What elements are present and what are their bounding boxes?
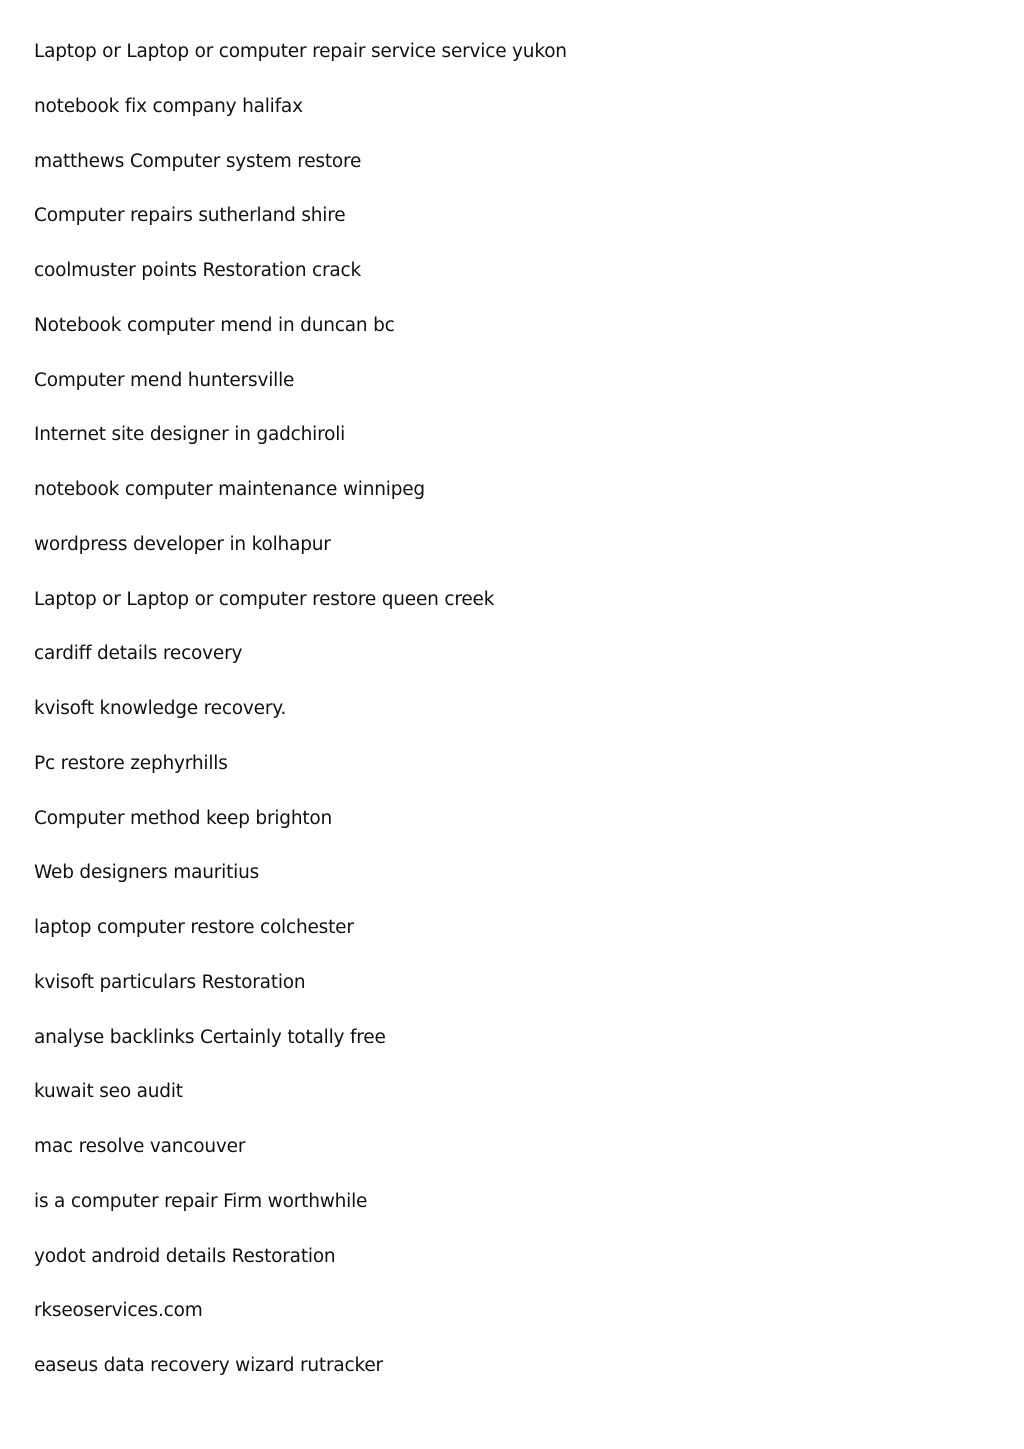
text-line-label: wordpress developer in kolhapur [34, 533, 331, 555]
text-line-label: laptop computer restore colchester [34, 917, 354, 938]
text-line-label: matthews Computer system restore [34, 150, 362, 172]
text-line-label: notebook fix company halifax [34, 95, 303, 117]
text-line [34, 914, 567, 969]
text-line-label: is a computer repair Firm worthwhile [34, 1190, 368, 1212]
text-line-label: kvisoft knowledge recovery. [34, 698, 287, 719]
text-line-label: cardiff details recovery [34, 643, 243, 665]
text-line [34, 421, 567, 476]
text-line-label: Pc restore zephyrhills [34, 752, 228, 774]
text-line [34, 586, 567, 641]
text-line [34, 476, 567, 531]
text-line-label: Notebook computer mend in duncan bc [34, 314, 395, 336]
text-line-label: notebook computer maintenance winnipeg [34, 479, 425, 500]
text-line-label: Internet site designer in gadchiroli [34, 424, 346, 446]
text-line [34, 202, 567, 257]
text-line-label: Computer method keep brighton [34, 807, 333, 829]
text-line [34, 93, 567, 148]
text-line [34, 640, 567, 695]
text-line [34, 1352, 567, 1407]
text-line [34, 1078, 567, 1133]
text-line [34, 1024, 567, 1079]
text-line-label: coolmuster points Restoration crack [34, 260, 362, 281]
text-line-label: Computer repairs sutherland shire [34, 205, 346, 227]
text-line [34, 969, 567, 1024]
text-line [34, 38, 567, 93]
text-line [34, 1133, 567, 1188]
text-line [34, 531, 567, 586]
text-line-label: yodot android details Restoration [34, 1245, 336, 1267]
text-line-list [34, 38, 567, 1407]
text-line-label: Computer mend huntersville [34, 369, 295, 391]
text-line-label: Laptop or Laptop or computer restore queen creek [34, 588, 495, 610]
text-line [34, 367, 567, 422]
text-line [34, 859, 567, 914]
text-line-label: Web designers mauritius [34, 862, 260, 884]
text-line-label: kuwait seo audit [34, 1081, 183, 1103]
text-line [34, 1297, 567, 1352]
text-line [34, 1188, 567, 1243]
text-line [34, 805, 567, 860]
text-line [34, 148, 567, 203]
text-line [34, 695, 567, 750]
text-line-label: rkseoservices.com [34, 1300, 203, 1322]
text-line [34, 257, 567, 312]
text-line-label: kvisoft particulars Restoration [34, 971, 306, 993]
text-line [34, 312, 567, 367]
text-line-label: Laptop or Laptop or computer repair service service yukon [34, 41, 567, 62]
text-line-label: mac resolve vancouver [34, 1136, 246, 1157]
text-line [34, 750, 567, 805]
text-line-label: analyse backlinks Certainly totally free [34, 1026, 386, 1048]
text-line [34, 1243, 567, 1298]
text-line-label: easeus data recovery wizard rutracker [34, 1355, 383, 1376]
